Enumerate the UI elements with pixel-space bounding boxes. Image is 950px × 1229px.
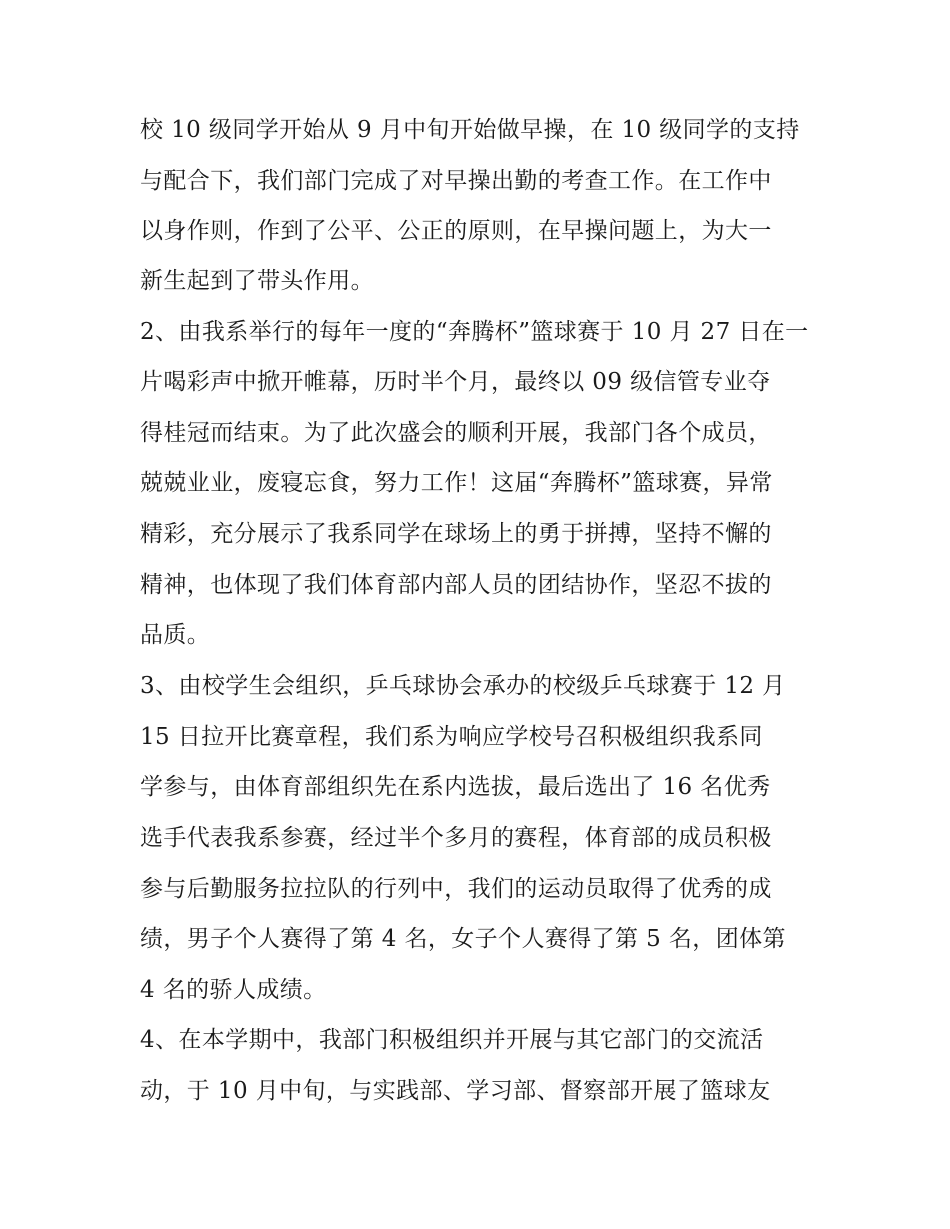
text-line: 4、在本学期中，我部门积极组织并开展与其它部门的交流活: [140, 1027, 764, 1053]
text-line: 选手代表我系参赛，经过半个多月的赛程，体育部的成员积极: [140, 825, 772, 851]
text-line: 新生起到了带头作用。: [140, 268, 374, 294]
text-line: 绩，男子个人赛得了第 4 名，女子个人赛得了第 5 名，团体第: [140, 926, 786, 952]
text-line: 参与后勤服务拉拉队的行列中，我们的运动员取得了优秀的成: [140, 876, 772, 902]
text-line: 3、由校学生会组织，乒乓球协会承办的校级乒乓球赛于 12 月: [140, 673, 786, 699]
text-line: 片喝彩声中掀开帷幕，历时半个月，最终以 09 级信管专业夺: [140, 369, 771, 395]
text-line: 精彩，充分展示了我系同学在球场上的勇于拼搏，坚持不懈的: [140, 521, 772, 547]
text-line: 品质。: [140, 622, 211, 648]
text-line: 得桂冠而结束。为了此次盛会的顺利开展，我部门各个成员，: [140, 420, 772, 446]
text-line: 以身作则，作到了公平、公正的原则，在早操问题上，为大一: [140, 218, 772, 244]
text-line: 动，于 10 月中旬，与实践部、学习部、督察部开展了篮球友: [140, 1078, 771, 1104]
text-line: 精神，也体现了我们体育部内部人员的团结协作，坚忍不拔的: [140, 572, 772, 598]
text-line: 15 日拉开比赛章程，我们系为响应学校号召积极组织我系同: [140, 724, 763, 750]
text-line: 与配合下，我们部门完成了对早操出勤的考查工作。在工作中: [140, 168, 772, 194]
text-line: 学参与，由体育部组织先在系内选拔，最后选出了 16 名优秀: [140, 774, 771, 800]
text-line: 校 10 级同学开始从 9 月中旬开始做早操，在 10 级同学的支持: [140, 117, 800, 143]
text-line: 2、由我系举行的每年一度的“奔腾杯”篮球赛于 10 月 27 日在一: [140, 319, 809, 345]
text-line: 兢兢业业，废寝忘食，努力工作！这届“奔腾杯”篮球赛，异常: [140, 470, 773, 496]
text-line: 4 名的骄人成绩。: [140, 977, 327, 1003]
